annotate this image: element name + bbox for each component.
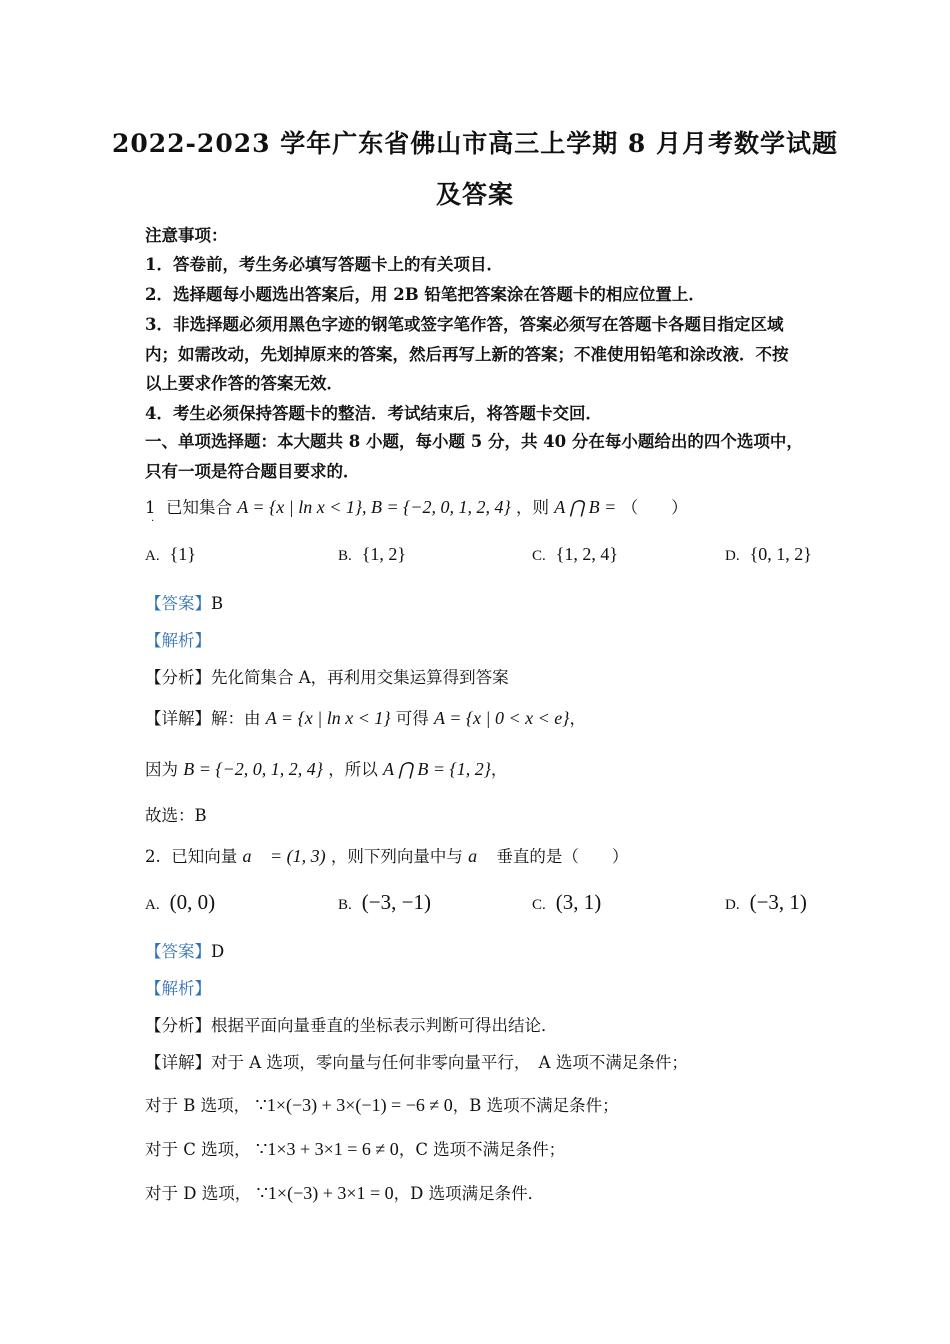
q2-analysis-tag: 【解析】: [145, 979, 211, 998]
q2-number: 2.: [145, 847, 161, 866]
q1-conclusion: 故选：B: [145, 806, 207, 825]
q1-solution-formula: A = {x | ln x < 1}: [265, 708, 391, 728]
q1-sets-formula: A = {x | ln x < 1}, B = {−2, 0, 1, 2, 4}: [237, 497, 511, 517]
q1-dot: ·: [151, 516, 155, 527]
section-heading-cont: 只有一项是符合题目要求的．: [145, 462, 360, 481]
q2-answer: [145, 938, 224, 962]
notice-heading: 注意事项：: [145, 226, 228, 245]
fenxi-tag: 【分析】: [145, 668, 211, 687]
xiangjie-tag: 【详解】: [145, 709, 211, 728]
q2-check-formula: ∵1×(−3) + 3×(−1) = −6 ≠ 0: [255, 1095, 453, 1115]
q2-option-c-check: 对于 C 选项， ∵1×3 + 3×1 = 6 ≠ 0，C 选项不满足条件；: [145, 1139, 566, 1159]
q1-analysis-tag: 【解析】: [145, 631, 211, 650]
q1-option-d[interactable]: D. {0, 1, 2}: [725, 544, 812, 564]
notice-item: 2．选择题每小题选出答案后，用 2B 铅笔把答案涂在答题卡的相应位置上．: [145, 285, 705, 304]
q2-option-c[interactable]: C. (3, 1): [532, 890, 602, 914]
q1-answer: [145, 590, 223, 614]
fenxi-text: 先化简集合 A，再利用交集运算得到答案: [211, 668, 509, 687]
q2-check-formula: ∵1×3 + 3×1 = 6 ≠ 0: [255, 1139, 399, 1159]
q1-paren: （ ）: [621, 498, 688, 517]
xiangjie-tag: 【详解】: [145, 1053, 211, 1072]
q2-check-formula: ∵1×(−3) + 3×1 = 0: [256, 1183, 394, 1203]
notice-item: 4．考生必须保持答题卡的整洁．考试结束后，将答题卡交回．: [145, 404, 602, 423]
q2-option-a[interactable]: A. (0, 0): [145, 890, 216, 914]
q2-stem: 2. 已知向量 a⃗ = (1, 3) ，则下列向量中与 a⃗ 垂直的是（ ）: [145, 846, 629, 866]
q1-solution-line2: 因为 B = {−2, 0, 1, 2, 4} ，所以 A ⋂ B = {1, 2}，: [145, 759, 508, 779]
q1-text: 已知集合: [166, 498, 232, 517]
doc-title-line1: 2022-2023 学年广东省佛山市高三上学期 8 月月考数学试题: [111, 129, 839, 158]
q1-option-a[interactable]: A. {1}: [145, 544, 196, 564]
q1-text-then: ，则: [515, 498, 549, 517]
q1-intersection-formula: A ⋂ B =: [554, 497, 617, 517]
q1-number: 1: [145, 498, 156, 517]
notice-item: 内；如需改动，先划掉原来的答案，然后再写上新的答案；不准使用铅笔和涂改液．不按: [145, 345, 789, 364]
fenxi-text: 根据平面向量垂直的坐标表示判断可得出结论．: [211, 1016, 558, 1035]
q1-stem: [145, 494, 688, 518]
notice-item: 以上要求作答的答案无效．: [145, 374, 343, 393]
q1-solution-formula: B = {−2, 0, 1, 2, 4}: [183, 759, 323, 779]
q2-vector-formula: a⃗ = (1, 3): [242, 846, 326, 866]
q1-option-c[interactable]: C. {1, 2, 4}: [532, 544, 619, 564]
q2-option-b[interactable]: B. (−3, −1): [338, 890, 431, 914]
q2-option-d[interactable]: D. (−3, 1): [725, 890, 807, 914]
q1-fenxi: [145, 664, 509, 688]
q1-xiangjie: 【详解】解：由 A = {x | ln x < 1} 可得 A = {x | 0 < x < e}，: [145, 708, 586, 728]
q2-vector-symbol: a⃗: [468, 846, 492, 866]
answer-value: D: [211, 942, 225, 961]
doc-title-line2: 及答案: [435, 180, 514, 209]
q1-option-b[interactable]: B. {1, 2}: [338, 544, 407, 564]
notice-item: 1．答卷前，考生务必填写答题卡上的有关项目．: [145, 255, 503, 274]
answer-value: B: [211, 594, 224, 613]
answer-tag: 【答案】: [145, 942, 211, 961]
q1-solution-formula: A ⋂ B = {1, 2}: [382, 759, 491, 779]
fenxi-tag: 【分析】: [145, 1016, 211, 1035]
q2-option-d-check: 对于 D 选项， ∵1×(−3) + 3×1 = 0，D 选项满足条件．: [145, 1183, 545, 1203]
q1-solution-formula: A = {x | 0 < x < e}: [434, 708, 570, 728]
section-heading: 一、单项选择题：本大题共 8 小题，每小题 5 分，共 40 分在每小题给出的四个选项中，: [145, 432, 803, 451]
answer-tag: 【答案】: [145, 594, 211, 613]
notice-item: 3．非选择题必须用黑色字迹的钢笔或签字笔作答，答案必须写在答题卡各题目指定区域: [145, 315, 784, 334]
q2-fenxi: [145, 1012, 558, 1036]
q2-xiangjie: 【详解】对于 A 选项，零向量与任何非零向量平行， A 选项不满足条件；: [145, 1053, 688, 1072]
q2-option-b-check: 对于 B 选项， ∵1×(−3) + 3×(−1) = −6 ≠ 0，B 选项不满足条件；: [145, 1095, 619, 1115]
